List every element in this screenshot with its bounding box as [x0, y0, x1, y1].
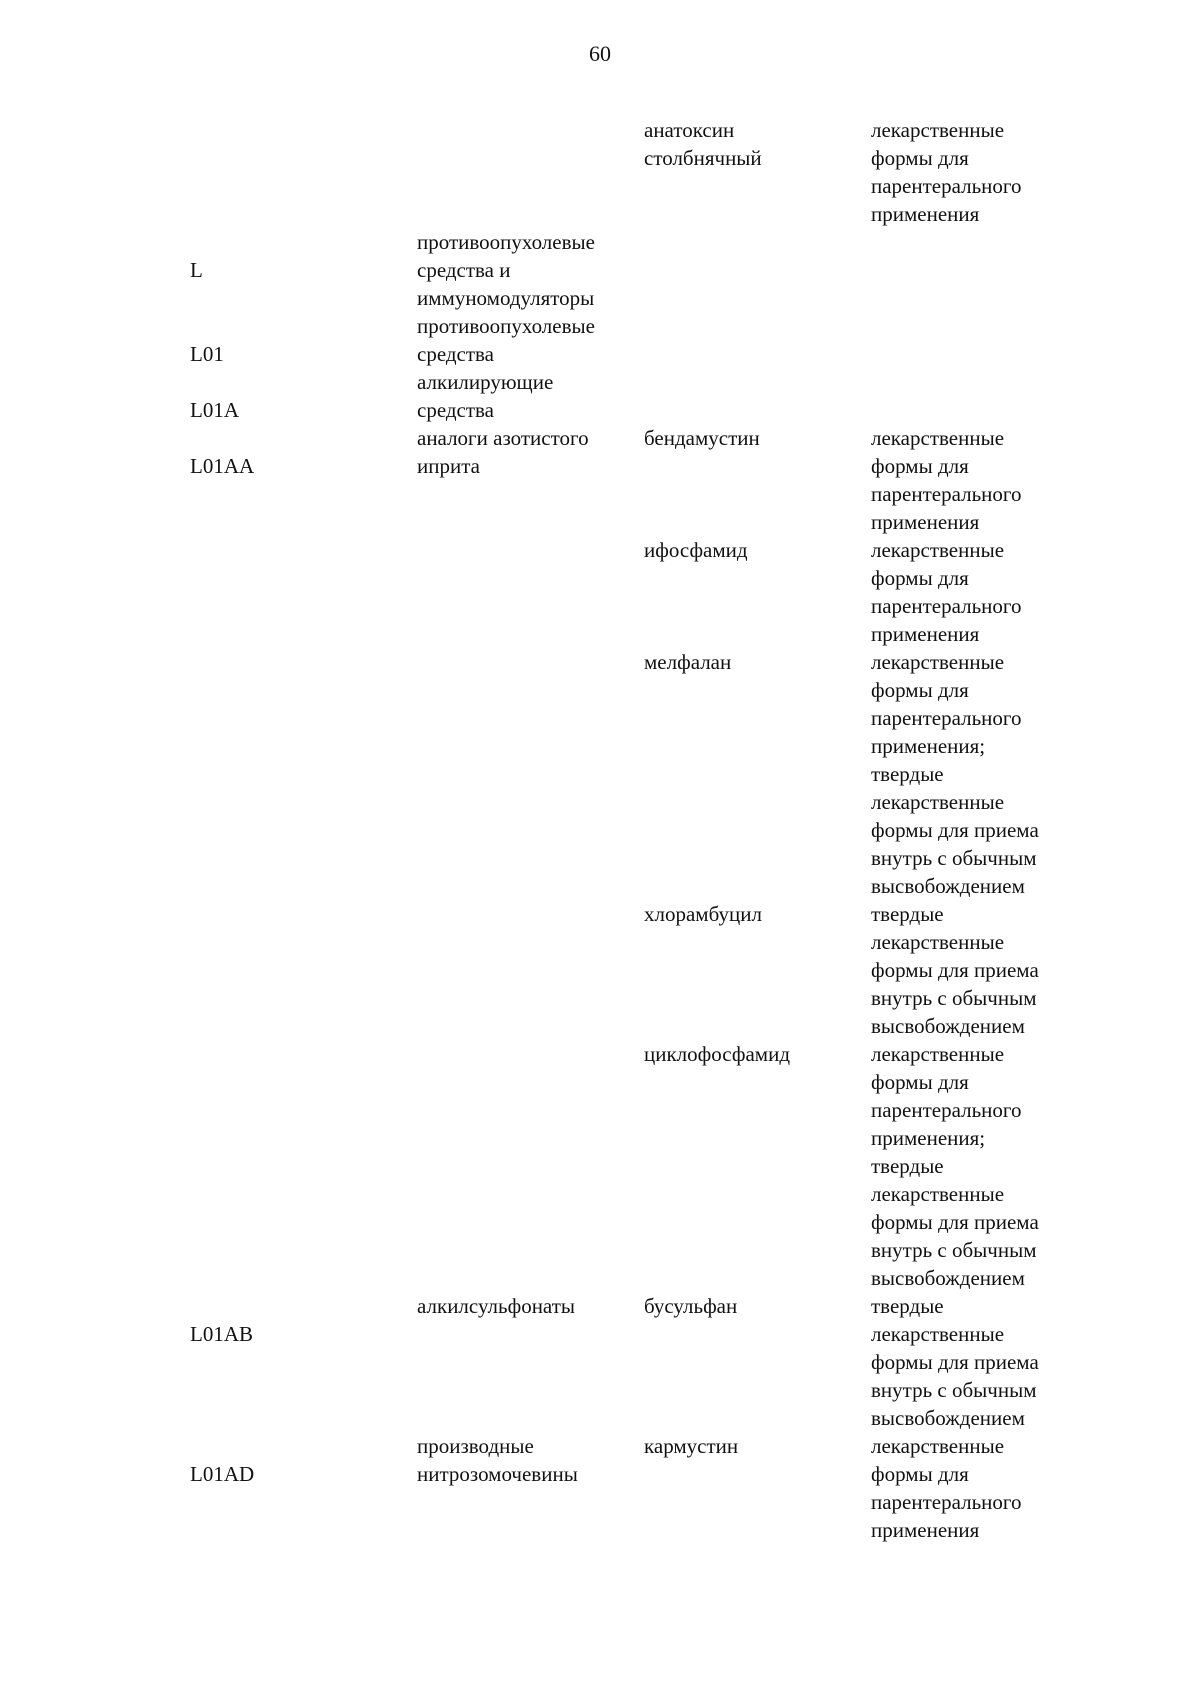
- dosage-form: твердые лекарственные формы для приема внутрь с обычным высвобождением: [871, 902, 1039, 1038]
- atc-code: L01AD: [190, 1462, 255, 1486]
- drug-name: хлорамбуцил: [644, 902, 762, 926]
- dosage-form: лекарственные формы для парентерального применения; твердые лекарственные формы для приема внутрь с обычным высвобождением: [871, 1042, 1039, 1290]
- drug-name: бусульфан: [644, 1294, 738, 1318]
- drug-name: мелфалан: [644, 650, 732, 674]
- group-name: противоопухолевые средства и иммуномодуляторы: [417, 230, 595, 310]
- atc-code: L01: [190, 342, 224, 366]
- group-name: алкилсульфонаты: [417, 1294, 575, 1318]
- group-name: алкилирующие средства: [417, 370, 554, 422]
- drug-name: ифосфамид: [644, 538, 748, 562]
- group-name: производные нитрозомочевины: [417, 1434, 578, 1486]
- dosage-form: лекарственные формы для парентерального применения: [871, 426, 1022, 534]
- group-name: противоопухолевые средства: [417, 314, 595, 366]
- dosage-form: лекарственные формы для парентерального применения: [871, 538, 1022, 646]
- drug-name: кармустин: [644, 1434, 739, 1458]
- atc-code: L01A: [190, 398, 239, 422]
- group-name: аналоги азотистого иприта: [417, 426, 589, 478]
- drug-name: бендамустин: [644, 426, 760, 450]
- atc-code: L: [190, 258, 203, 282]
- drug-name: циклофосфамид: [644, 1042, 791, 1066]
- dosage-form: лекарственные формы для парентерального применения: [871, 1434, 1022, 1542]
- dosage-form: твердые лекарственные формы для приема внутрь с обычным высвобождением: [871, 1294, 1039, 1430]
- dosage-form: лекарственные формы для парентерального применения: [871, 118, 1022, 226]
- atc-code: L01AB: [190, 1322, 253, 1346]
- page-number: 60: [589, 41, 611, 66]
- dosage-form: лекарственные формы для парентерального применения; твердые лекарственные формы для приема внутрь с обычным высвобождением: [871, 650, 1039, 898]
- atc-code: L01AA: [190, 454, 255, 478]
- drug-name: анатоксин столбнячный: [644, 118, 762, 170]
